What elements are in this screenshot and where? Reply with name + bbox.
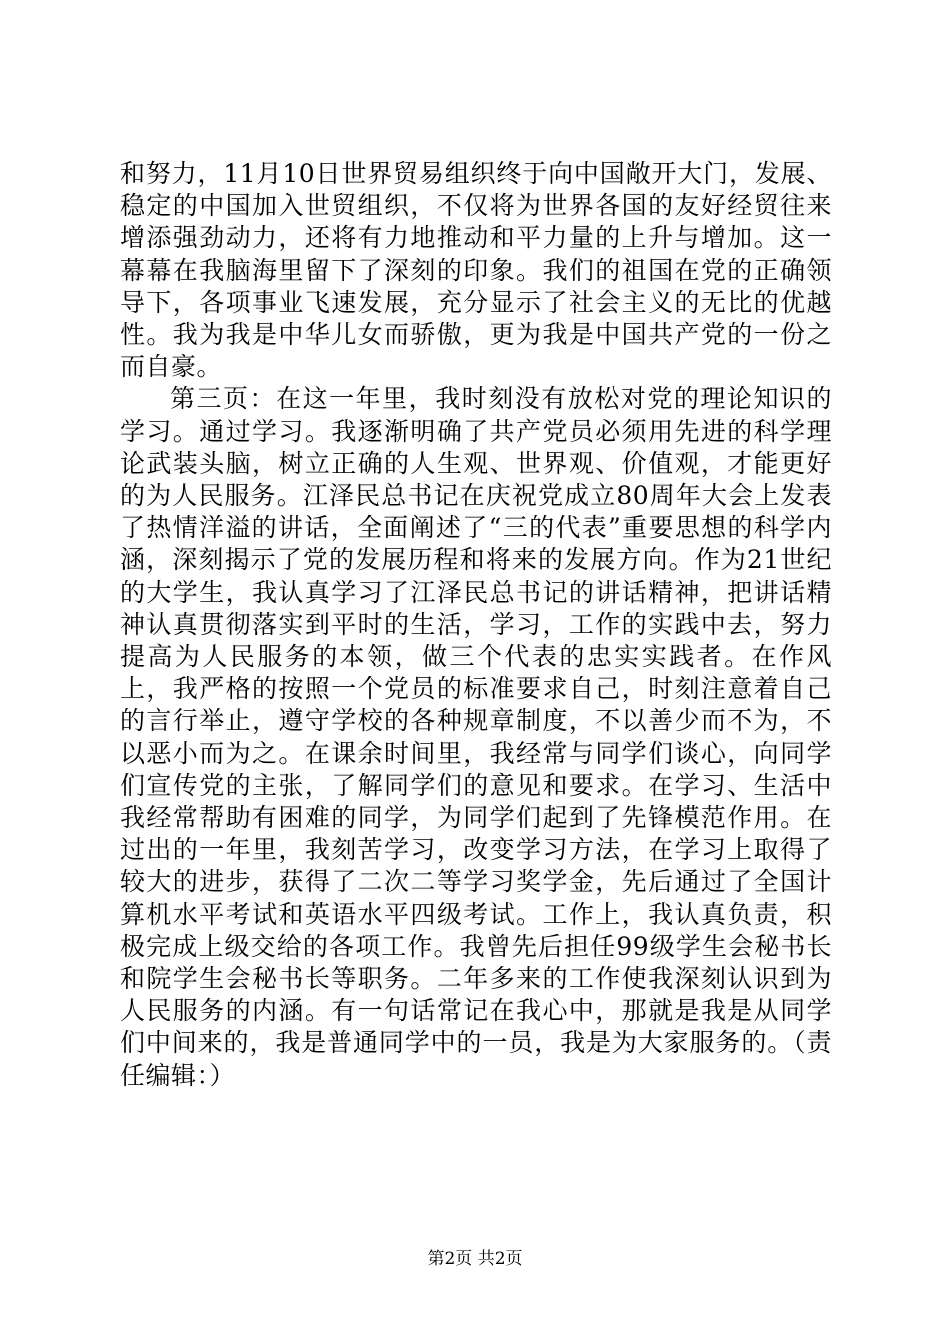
body-text: [120, 158, 832, 1092]
paragraph-2: 第三页：在这一年里，我时刻没有放松对党的理论知识的学习。通过学习。我逐渐明确了共产党员必须用先进的科学理论武装头脑，树立正确的人生观、世界观、价值观，才能更好的为人民服务。江泽民总书记在庆祝党成立80周年大会上发表了热情洋溢的讲话，全面阐述了“三的代表”重要思想的科学内涵，深刻揭示了党的发展历程和将来的发展方向。作为21世纪的大学生，我认真学习了江泽民总书记的讲话精神，把讲话精神认真贯彻落实到平时的生活，学习，工作的实践中去，努力提高为人民服务的本领，做三个代表的忠实实践者。在作风上，我严格的按照一个党员的标准要求自己，时刻注意着自己的言行举止，遵守学校的各种规章制度，不以善少而不为，不以恶小而为之。在课余时间里，我经常与同学们谈心，向同学们宣传党的主张，了解同学们的意见和要求。在学习、生活中我经常帮助有困难的同学，为同学们起到了先锋模范作用。在过出的一年里，我刻苦学习，改变学习方法，在学习上取得了较大的进步，获得了二次二等学习奖学金，先后通过了全国计算机水平考试和英语水平四级考试。工作上，我认真负责，积极完成上级交给的各项工作。我曾先后担任99级学生会秘书长和院学生会秘书长等职务。二年多来的工作使我深刻认识到为人民服务的内涵。有一句话常记在我心中，那就是我是从同学们中间来的，我是普通同学中的一员，我是为大家服务的。（责任编辑：）: [120, 384, 832, 1090]
page-footer: 第2页 共2页: [427, 1249, 523, 1269]
paragraph-1: 和努力，11月10日世界贸易组织终于向中国敞开大门，发展、稳定的中国加入世贸组织，不仅将为世界各国的友好经贸往来增添强劲动力，还将有力地推动和平力量的上升与增加。这一幕幕在我脑海里留下了深刻的印象。我们的祖国在党的正确领导下，各项事业飞速发展，充分显示了社会主义的无比的优越性。我为我是中华儿女而骄傲，更为我是中国共产党的一份之而自豪。: [120, 159, 832, 382]
